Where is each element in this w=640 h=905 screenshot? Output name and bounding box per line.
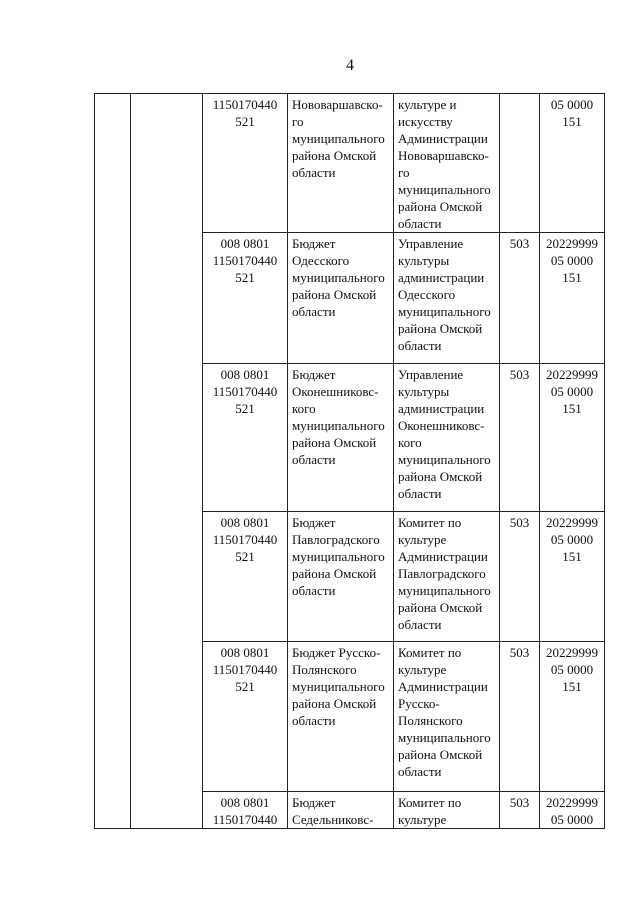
- revenue-classification-code-line: 20229999: [546, 515, 598, 530]
- revenue-classification-code: [540, 364, 605, 512]
- administrator-name-line: области: [398, 764, 442, 779]
- administrator-name-line: го: [398, 165, 410, 180]
- revenue-classification-code-line: 151: [562, 401, 582, 416]
- administrator-name-line: Павлоградского: [398, 566, 486, 581]
- budget-classification-code-line: 521: [235, 401, 255, 416]
- revenue-classification-code-line: 05 0000: [550, 253, 594, 268]
- administrator-name-line: Нововаршавско-: [398, 148, 489, 163]
- recipient-budget-name-line: Полянского: [292, 662, 357, 677]
- recipient-budget-name-line: Седельниковс-: [292, 812, 374, 827]
- administrator-name-line: Одесского: [398, 287, 456, 302]
- revenue-classification-code: [540, 642, 605, 792]
- budget-classification-code: [203, 792, 288, 829]
- budget-classification-code-line: 521: [235, 679, 255, 694]
- budget-classification-code-line: 1150170440: [212, 253, 278, 268]
- administrator-name-line: района Омской: [398, 600, 483, 615]
- budget-classification-code-line: 1150170440: [212, 812, 278, 827]
- revenue-classification-code-line: 151: [562, 549, 582, 564]
- administrator-name-line: Комитет по: [398, 515, 462, 530]
- administrator-name-line: Комитет по: [398, 645, 462, 660]
- budget-classification-code-line: 1150170440: [212, 662, 278, 677]
- administrator-name-line: культуре: [398, 532, 447, 547]
- revenue-classification-code-line: 151: [562, 114, 582, 129]
- budget-classification-code: [203, 364, 288, 512]
- recipient-budget-name-line: Павлоградского: [292, 532, 380, 547]
- administrator-name-line: Полянского: [398, 713, 463, 728]
- recipient-budget-name-line: района Омской: [292, 435, 377, 450]
- administrator-name-line: культуре и: [398, 97, 457, 112]
- recipient-budget-name-line: Бюджет: [292, 515, 336, 530]
- administrator-name-line: муниципального: [398, 730, 491, 745]
- administrator-name-line: кого: [398, 435, 422, 450]
- administrator-code: 503: [500, 364, 540, 512]
- revenue-classification-code: [540, 233, 605, 364]
- recipient-budget-name-line: кого: [292, 401, 316, 416]
- revenue-classification-code-line: 151: [562, 270, 582, 285]
- revenue-classification-code-line: 20229999: [546, 367, 598, 382]
- recipient-budget-name-line: области: [292, 304, 336, 319]
- revenue-classification-code: [540, 512, 605, 642]
- budget-classification-code: [203, 233, 288, 364]
- budget-classification-code: [203, 94, 288, 233]
- administrator-name-line: культуры: [398, 253, 450, 268]
- administrator-name-line: Управление: [398, 367, 464, 382]
- budget-classification-code-line: 008 0801: [220, 515, 270, 530]
- recipient-budget-name-line: Оконешниковс-: [292, 384, 379, 399]
- recipient-budget-name-line: муниципального: [292, 270, 385, 285]
- administrator-name-line: искусству: [398, 114, 453, 129]
- blank-column-a: [95, 94, 131, 829]
- recipient-budget-name-line: Нововаршавско-: [292, 97, 383, 112]
- administrator-name-line: района Омской: [398, 199, 483, 214]
- recipient-budget-name-line: района Омской: [292, 566, 377, 581]
- budget-classification-code-line: 008 0801: [220, 367, 270, 382]
- budget-classification-code-line: 521: [235, 270, 255, 285]
- revenue-classification-code-line: 05 0000: [550, 532, 594, 547]
- recipient-budget-name-line: района Омской: [292, 148, 377, 163]
- administrator-name-line: администрации: [398, 401, 485, 416]
- recipient-budget-name-line: Бюджет: [292, 236, 336, 251]
- administrator-name: [394, 512, 500, 642]
- administrator-code: 503: [500, 792, 540, 829]
- revenue-classification-code-line: 05 0000: [550, 662, 594, 677]
- administrator-name-line: области: [398, 617, 442, 632]
- administrator-name-line: культуре: [398, 812, 447, 827]
- recipient-budget-name: [288, 642, 394, 792]
- recipient-budget-name-line: муниципального: [292, 549, 385, 564]
- recipient-budget-name-line: области: [292, 452, 336, 467]
- administrator-name: [394, 792, 500, 829]
- recipient-budget-name-line: муниципального: [292, 418, 385, 433]
- recipient-budget-name-line: области: [292, 713, 336, 728]
- administrator-name-line: Администрации: [398, 131, 488, 146]
- budget-classification-code-line: 1150170440: [212, 384, 278, 399]
- revenue-classification-code-line: 05 0000: [550, 97, 594, 112]
- revenue-classification-code: [540, 792, 605, 829]
- recipient-budget-name-line: Бюджет Русско-: [292, 645, 381, 660]
- administrator-name-line: муниципального: [398, 182, 491, 197]
- administrator-name-line: Администрации: [398, 549, 488, 564]
- administrator-name-line: муниципального: [398, 583, 491, 598]
- administrator-name-line: муниципального: [398, 452, 491, 467]
- revenue-classification-code: [540, 94, 605, 233]
- blank-column-b: [131, 94, 203, 829]
- table-row: [95, 94, 605, 233]
- revenue-classification-code-line: 20229999: [546, 795, 598, 810]
- recipient-budget-name-line: го: [292, 114, 304, 129]
- administrator-name-line: культуре: [398, 662, 447, 677]
- administrator-name: [394, 94, 500, 233]
- recipient-budget-name-line: Бюджет: [292, 795, 336, 810]
- administrator-name: [394, 233, 500, 364]
- budget-classification-code-line: 008 0801: [220, 236, 270, 251]
- recipient-budget-name: [288, 792, 394, 829]
- administrator-code: 503: [500, 512, 540, 642]
- budget-classification-code-line: 008 0801: [220, 795, 270, 810]
- administrator-name-line: Управление: [398, 236, 464, 251]
- budget-classification-code-line: 1150170440: [212, 532, 278, 547]
- recipient-budget-name: [288, 233, 394, 364]
- administrator-name-line: района Омской: [398, 469, 483, 484]
- administrator-name: [394, 364, 500, 512]
- recipient-budget-name-line: муниципального: [292, 131, 385, 146]
- recipient-budget-name-line: района Омской: [292, 287, 377, 302]
- recipient-budget-name-line: области: [292, 165, 336, 180]
- budget-classification-code: [203, 642, 288, 792]
- administrator-name-line: области: [398, 216, 442, 231]
- administrator-name-line: области: [398, 338, 442, 353]
- administrator-name-line: администрации: [398, 270, 485, 285]
- budget-classification-code-line: 521: [235, 549, 255, 564]
- revenue-classification-code-line: 20229999: [546, 645, 598, 660]
- budget-classification-code-line: 008 0801: [220, 645, 270, 660]
- administrator-name: [394, 642, 500, 792]
- revenue-classification-code-line: 05 0000: [550, 384, 594, 399]
- administrator-name-line: культуры: [398, 384, 450, 399]
- recipient-budget-name-line: области: [292, 583, 336, 598]
- revenue-classification-code-line: 20229999: [546, 236, 598, 251]
- recipient-budget-name-line: района Омской: [292, 696, 377, 711]
- budget-allocation-table: [94, 93, 605, 829]
- administrator-name-line: муниципального: [398, 304, 491, 319]
- administrator-name-line: Администрации: [398, 679, 488, 694]
- administrator-code: 503: [500, 642, 540, 792]
- recipient-budget-name-line: Бюджет: [292, 367, 336, 382]
- revenue-classification-code-line: 151: [562, 679, 582, 694]
- recipient-budget-name-line: Одесского: [292, 253, 350, 268]
- administrator-name-line: Русско-: [398, 696, 440, 711]
- administrator-code: [500, 94, 540, 233]
- administrator-code: 503: [500, 233, 540, 364]
- budget-classification-code: [203, 512, 288, 642]
- administrator-name-line: района Омской: [398, 321, 483, 336]
- page-number: 4: [346, 57, 354, 74]
- recipient-budget-name: [288, 94, 394, 233]
- revenue-classification-code-line: 05 0000: [550, 812, 594, 827]
- administrator-name-line: области: [398, 486, 442, 501]
- administrator-name-line: Комитет по: [398, 795, 462, 810]
- recipient-budget-name: [288, 364, 394, 512]
- administrator-name-line: района Омской: [398, 747, 483, 762]
- budget-classification-code-line: 521: [235, 114, 255, 129]
- recipient-budget-name-line: муниципального: [292, 679, 385, 694]
- recipient-budget-name: [288, 512, 394, 642]
- administrator-name-line: Оконешниковс-: [398, 418, 485, 433]
- budget-classification-code-line: 1150170440: [212, 97, 278, 112]
